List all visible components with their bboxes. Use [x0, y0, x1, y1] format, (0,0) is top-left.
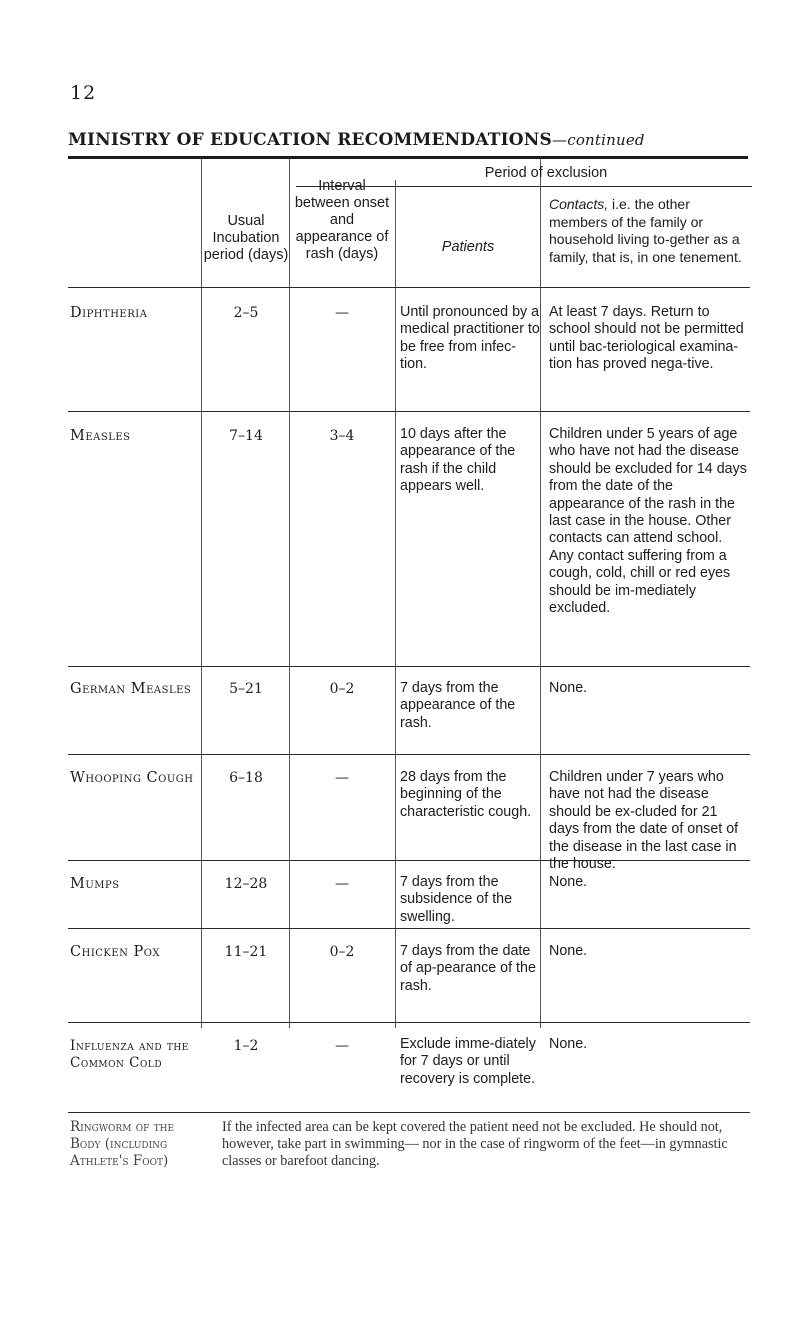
header-exclusion: Period of exclusion — [484, 165, 608, 181]
incubation-period: 7–14 — [229, 428, 263, 444]
patients-exclusion: 7 days from the appearance of the rash. — [400, 680, 516, 731]
disease-name: Measles — [70, 428, 131, 444]
footnote-label: Ringworm of the Body (including Athlete's Foot) — [70, 1119, 175, 1169]
col-divider-3 — [395, 180, 396, 1028]
contacts-exclusion: Children under 7 years who have not had the disease should be ex-cluded for 21 days from the date of onset of the disease in the last case in the house. — [549, 769, 739, 873]
page-title — [68, 130, 645, 150]
row-rule-7 — [68, 1112, 750, 1113]
rash-interval: 0–2 — [329, 944, 355, 960]
header-contacts-italic: Contacts, — [549, 196, 609, 212]
incubation-period: 12–28 — [224, 876, 268, 892]
disease-name: Chicken Pox — [70, 944, 160, 960]
patients-exclusion: Until pronounced by a medical practitioner to be free from infec-tion. — [400, 304, 540, 373]
row-rule-6 — [68, 1022, 750, 1023]
row-rule-1 — [68, 411, 750, 412]
disease-name: Influenza and the Common Cold — [70, 1038, 189, 1071]
patients-exclusion: 28 days from the beginning of the characteristic cough. — [400, 769, 532, 820]
header-contacts — [549, 196, 749, 266]
row-rule-5 — [68, 928, 750, 929]
contacts-exclusion: None. — [549, 680, 588, 696]
rash-interval: — — [335, 770, 349, 786]
rash-interval: — — [335, 876, 349, 892]
col-divider-2 — [289, 158, 290, 1028]
header-incubation: Usual Incubation period (days) — [203, 213, 289, 263]
header-contacts-rest: i.e. the other members of the family or household living to-gether as a family, that is, in one tenement. — [549, 196, 742, 265]
col-divider-1 — [201, 158, 202, 1028]
incubation-period: 1–2 — [233, 1038, 259, 1054]
header-patients: Patients — [441, 239, 495, 255]
disease-name: Mumps — [70, 876, 120, 892]
title-rule — [68, 156, 748, 159]
contacts-exclusion: At least 7 days. Return to school should not be permitted until bac-teriological examina-tion has proved nega-tive. — [549, 304, 744, 373]
disease-name: Diphtheria — [70, 305, 148, 321]
disease-name: Whooping Cough — [70, 770, 194, 786]
incubation-period: 2–5 — [233, 305, 259, 321]
disease-name: German Measles — [70, 681, 192, 697]
title-suffix: —continued — [552, 131, 645, 149]
patients-exclusion: 10 days after the appearance of the rash if the child appears well. — [400, 426, 516, 495]
contacts-exclusion: Children under 5 years of age who have not had the disease should be excluded for 14 days from the date of the appearance of the rash in the last case in the house. Other contacts can attend school. Any contact suffering from a cough, cold, chill or red eyes should be im-mediately excluded. — [549, 426, 747, 617]
rash-interval: — — [335, 305, 349, 321]
title-main: MINISTRY OF EDUCATION RECOMMENDATIONS — [68, 130, 553, 150]
incubation-period: 11–21 — [224, 944, 268, 960]
contacts-exclusion: None. — [549, 943, 588, 959]
footnote-text: If the infected area can be kept covered the patient need not be excluded. He should not, however, take part in swimming— nor in the case of ringworm of the feet—in gymnastic classes or barefoot dancing. — [222, 1119, 728, 1169]
incubation-period: 6–18 — [229, 770, 263, 786]
col-divider-4 — [540, 158, 541, 1028]
patients-exclusion: 7 days from the date of ap-pearance of the rash. — [400, 943, 536, 994]
rash-interval: 0–2 — [329, 681, 355, 697]
incubation-period: 5–21 — [229, 681, 263, 697]
row-rule-0 — [68, 287, 750, 288]
rash-interval: — — [335, 1038, 349, 1054]
rash-interval: 3–4 — [329, 428, 355, 444]
page-number: 12 — [70, 82, 97, 104]
contacts-exclusion: None. — [549, 1036, 588, 1052]
row-rule-2 — [68, 666, 750, 667]
patients-exclusion: 7 days from the subsidence of the swelling. — [400, 874, 513, 925]
contacts-exclusion: None. — [549, 874, 588, 890]
header-interval: Interval between onset and appearance of rash (days) — [294, 178, 390, 262]
patients-exclusion: Exclude imme-diately for 7 days or until recovery is complete. — [400, 1036, 536, 1087]
row-rule-3 — [68, 754, 750, 755]
